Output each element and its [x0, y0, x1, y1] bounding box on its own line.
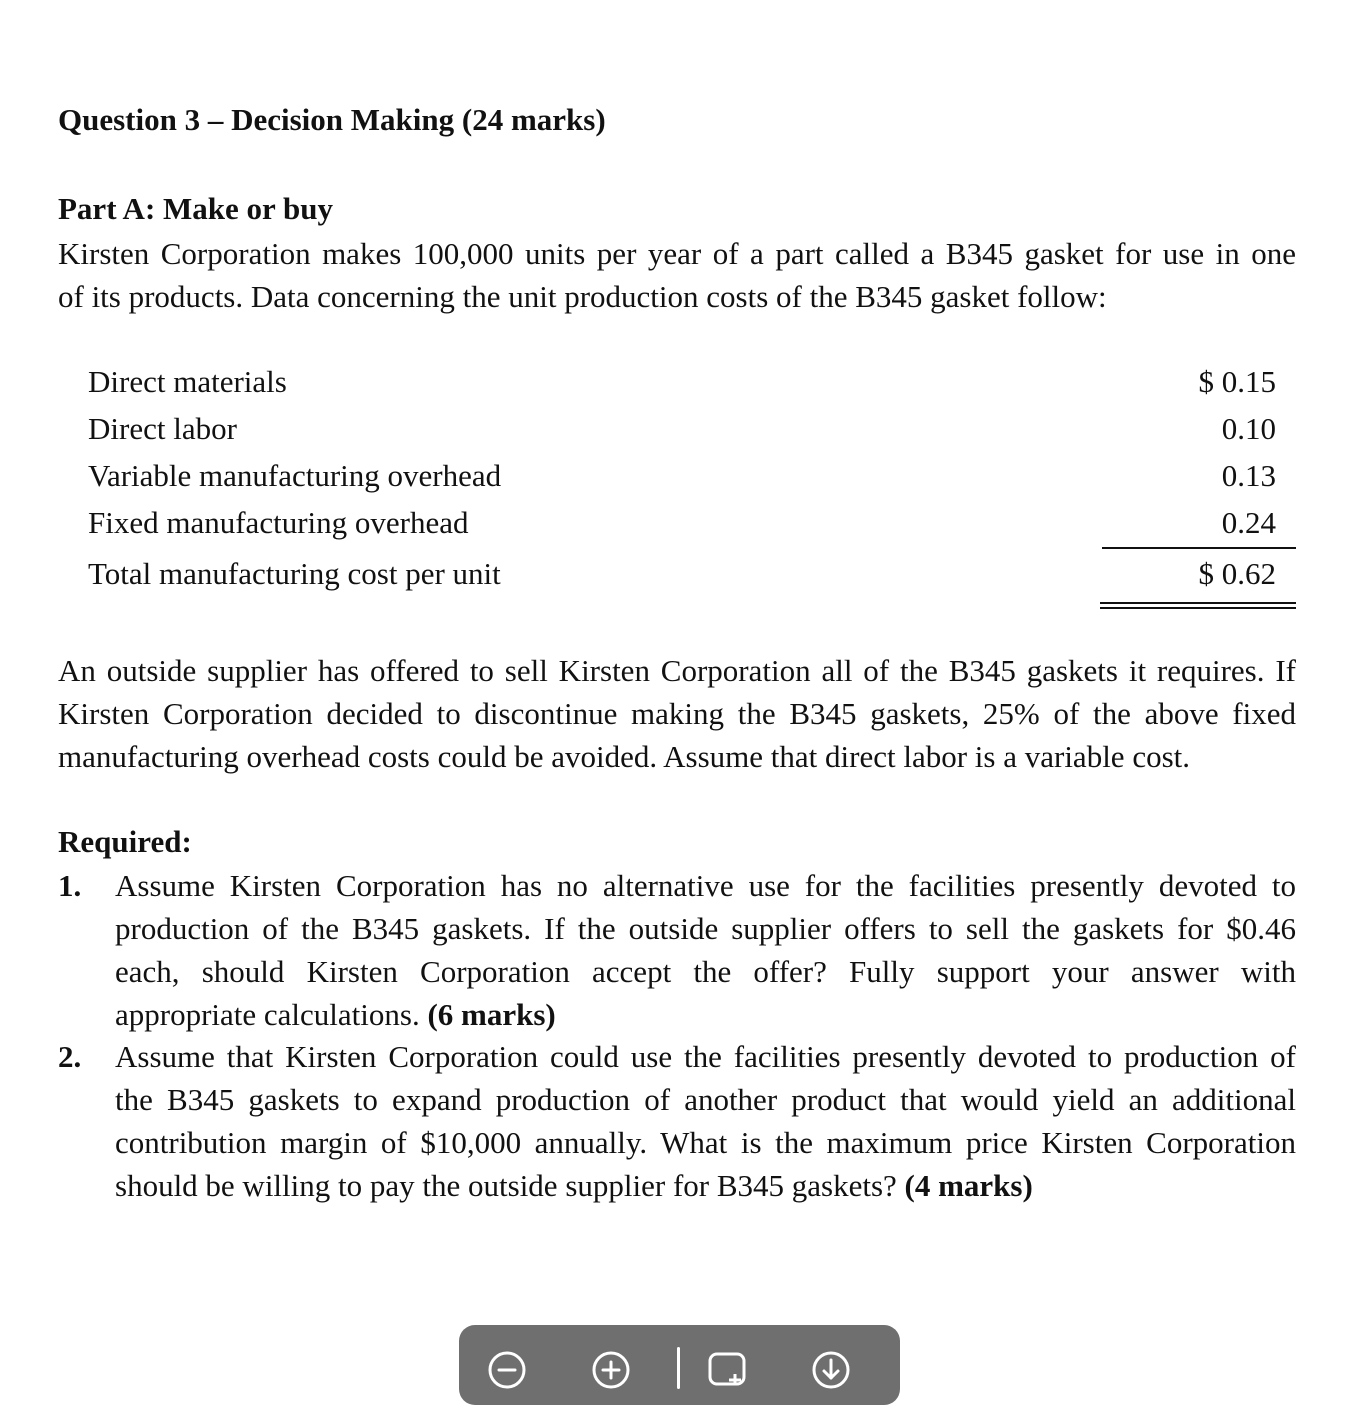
cost-row-direct-materials [88, 360, 1296, 404]
required-line: production of the B345 gaskets. If the outside supplier offers to sell the gaskets for $0.46 [115, 911, 1296, 946]
subtotal-rule [1102, 547, 1296, 549]
total-double-rule [1100, 602, 1296, 609]
question-title: Question 3 – Decision Making (24 marks) [58, 102, 606, 137]
required-line: contribution margin of $10,000 annually. What is the maximum price Kirsten Corporation [115, 1125, 1296, 1160]
total-value: $ 0.62 [1198, 556, 1276, 591]
cost-label: Fixed manufacturing overhead [88, 505, 469, 540]
viewer-toolbar [459, 1325, 900, 1405]
cost-label: Variable manufacturing overhead [88, 458, 502, 493]
required-item-number: 1. [58, 868, 82, 903]
required-line-last [115, 1164, 1296, 1207]
cost-label: Direct materials [88, 364, 287, 399]
zoom-out-icon[interactable] [487, 1350, 527, 1390]
intro-paragraph [58, 232, 1296, 318]
marks-label: (4 marks) [904, 1168, 1033, 1203]
required-line: each, should Kirsten Corporation accept the offer? Fully support your answer with [115, 954, 1296, 989]
required-item-text [115, 864, 1296, 1036]
cost-value: 0.24 [1221, 505, 1276, 540]
crop-icon[interactable] [707, 1350, 747, 1390]
cost-value: 0.13 [1221, 458, 1276, 493]
required-line-text: appropriate calculations. [115, 997, 428, 1032]
cost-value: 0.10 [1221, 411, 1276, 446]
download-icon[interactable] [811, 1350, 851, 1390]
cost-row-fixed-overhead [88, 501, 1296, 545]
toolbar-separator [677, 1347, 680, 1389]
required-line: the B345 gaskets to expand production of another product that would yield an additional [115, 1082, 1296, 1117]
cost-row-direct-labor [88, 407, 1296, 451]
required-line-last [115, 993, 1296, 1036]
supplier-line: manufacturing overhead costs could be avoided. Assume that direct labor is a variable cost. [58, 739, 1190, 774]
cost-value: $ 0.15 [1198, 364, 1276, 399]
total-label: Total manufacturing cost per unit [88, 556, 501, 591]
part-a-title: Part A: Make or buy [58, 191, 333, 226]
required-item-number: 2. [58, 1039, 82, 1074]
zoom-in-icon[interactable] [591, 1350, 631, 1390]
required-line: Assume Kirsten Corporation has no alternative use for the facilities presently devoted to [115, 868, 1296, 903]
supplier-paragraph [58, 649, 1296, 778]
marks-label: (6 marks) [427, 997, 556, 1032]
document-page [58, 0, 1296, 1390]
cost-label: Direct labor [88, 411, 237, 446]
supplier-line: An outside supplier has offered to sell Kirsten Corporation all of the B345 gaskets it requires. If [58, 653, 1296, 688]
cost-row-variable-overhead [88, 454, 1296, 498]
intro-line: of its products. Data concerning the unit production costs of the B345 gasket follow: [58, 279, 1107, 314]
intro-line: Kirsten Corporation makes 100,000 units per year of a part called a B345 gasket for use in one [58, 236, 1296, 271]
required-line-text: should be willing to pay the outside supplier for B345 gaskets? [115, 1168, 905, 1203]
cost-row-total [88, 552, 1296, 596]
supplier-line: Kirsten Corporation decided to discontinue making the B345 gaskets, 25% of the above fixed [58, 696, 1296, 731]
required-item-text [115, 1035, 1296, 1207]
required-line: Assume that Kirsten Corporation could use the facilities presently devoted to production of [115, 1039, 1296, 1074]
required-title: Required: [58, 824, 192, 859]
